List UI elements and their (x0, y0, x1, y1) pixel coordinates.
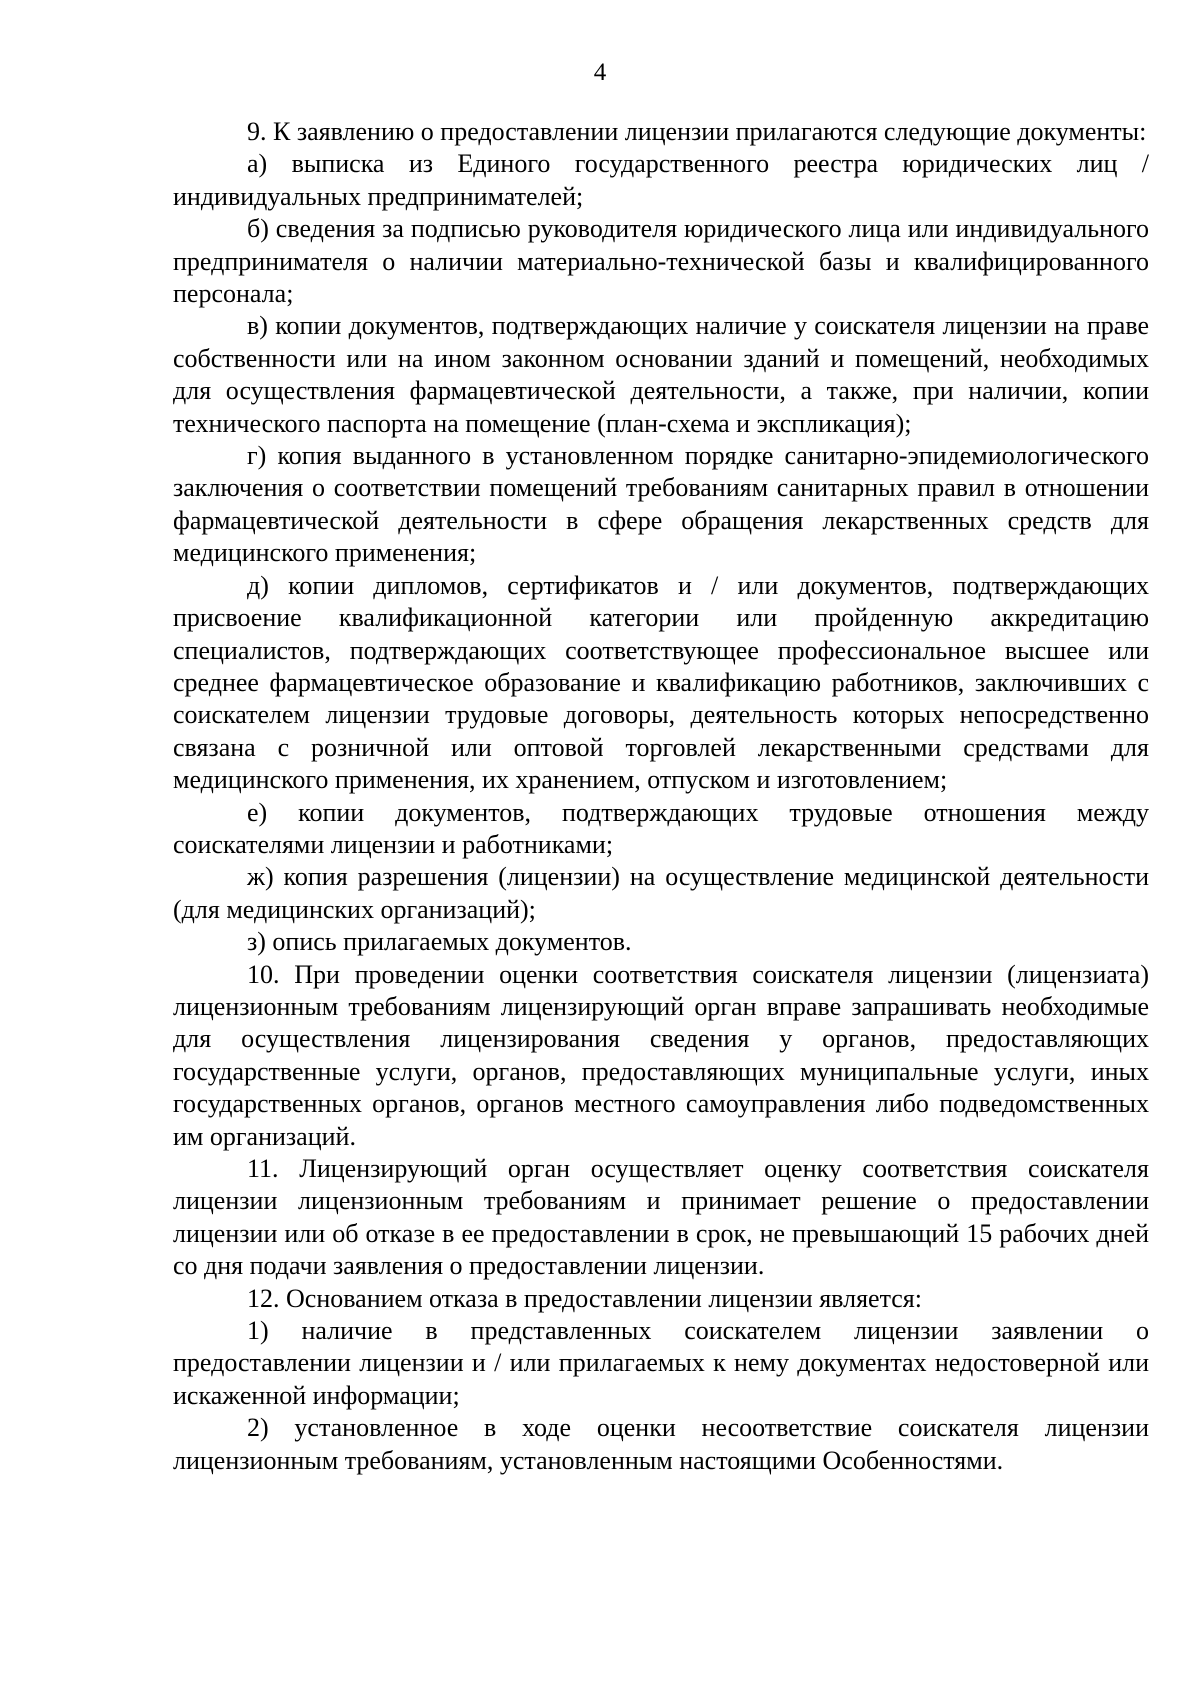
paragraph-item-9: 9. К заявлению о предоставлении лицензии прилагаются следующие документы: (247, 117, 1147, 146)
paragraph-item-9v: в) копии документов, подтверждающих наличие у соискателя лицензии на праве собственности или на ином законном основании зданий и помещений, необходимых для осуществления фармацевтической деятельности, а также, при наличии, копии технического паспорта на помещение (план-схема и экспликация); (173, 311, 1149, 438)
paragraph-item-12-1: 1) наличие в представленных соискателем лицензии заявлении о предоставлении лицензии и / или прилагаемых к нему документах недостоверной или искаженной информации; (173, 1316, 1149, 1410)
paragraph-item-11: 11. Лицензирующий орган осуществляет оценку соответствия соискателя лицензии лицензионным требованиям и принимает решение о предоставлении лицензии или об отказе в ее предоставлении в срок, не превышающий 15 рабочих дней со дня подачи заявления о предоставлении лицензии. (173, 1154, 1149, 1281)
paragraph-item-10: 10. При проведении оценки соответствия соискателя лицензии (лицензиата) лицензионным требованиям лицензирующий орган вправе запрашивать необходимые для осуществления лицензирования сведения у органов, предоставляющих государственные услуги, органов, предоставляющих муниципальные услуги, иных государственных органов, органов местного самоуправления либо подведомственных им организаций. (173, 959, 1149, 1151)
paragraph-item-12-2: 2) установленное в ходе оценки несоответствие соискателя лицензии лицензионным требованиям, установленным настоящими Особенностями. (173, 1413, 1149, 1475)
paragraph-item-12: 12. Основанием отказа в предоставлении лицензии является: (247, 1283, 922, 1313)
paragraph-item-9z: з) опись прилагаемых документов. (247, 927, 632, 957)
document-body (173, 116, 1149, 1477)
paragraph-item-9a: а) выписка из Единого государственного реестра юридических лиц / индивидуальных предпринимателей; (173, 149, 1149, 211)
page-number: 4 (593, 59, 607, 86)
paragraph-item-9g: г) копия выданного в установленном порядке санитарно-эпидемиологического заключения о соответствии помещений требованиям санитарных правил в отношении фармацевтической деятельности в сфере обращения лекарственных средств для медицинского применения; (173, 441, 1149, 568)
paragraph-item-9zh: ж) копия разрешения (лицензии) на осуществление медицинской деятельности (для медицинских организаций); (173, 862, 1149, 924)
paragraph-item-9d: д) копии дипломов, сертификатов и / или документов, подтверждающих присвоение квалификационной категории или пройденную аккредитацию специалистов, подтверждающих соответствующее профессиональное высшее или среднее фармацевтическое образование и квалификацию работников, заключивших с соискателем лицензии трудовые договоры, деятельность которых непосредственно связана с розничной или оптовой торговлей лекарственными средствами для медицинского применения, их хранением, отпуском и изготовлением; (173, 570, 1149, 795)
paragraph-item-9e: е) копии документов, подтверждающих трудовые отношения между соискателями лицензии и работниками; (173, 797, 1149, 859)
paragraph-item-9b: б) сведения за подписью руководителя юридического лица или индивидуального предпринимателя о наличии материально-технической базы и квалифицированного персонала; (173, 214, 1149, 309)
